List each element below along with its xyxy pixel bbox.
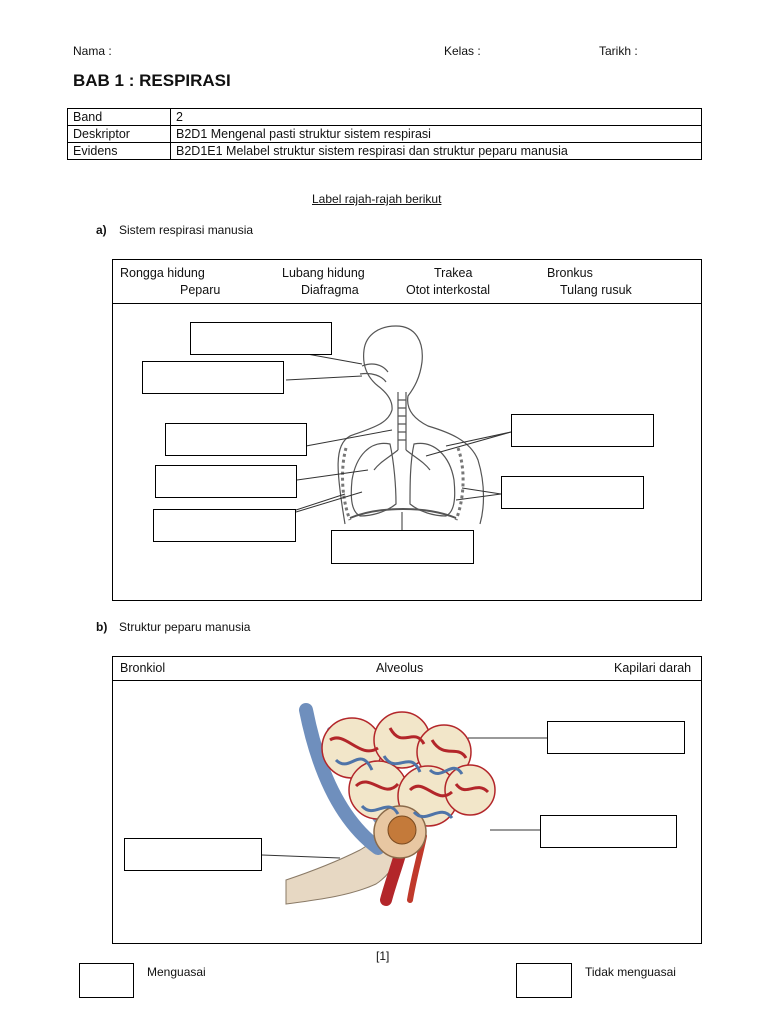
table-row	[68, 143, 702, 160]
section-b-frame	[112, 656, 702, 944]
word-bronkiol: Bronkiol	[120, 661, 166, 675]
mastered-label: Menguasai	[147, 965, 206, 979]
mastered-checkbox[interactable]	[79, 963, 134, 998]
answer-box[interactable]	[153, 509, 296, 542]
answer-box[interactable]	[155, 465, 297, 498]
info-table	[67, 108, 702, 160]
section-a-title: Sistem respirasi manusia	[119, 223, 254, 237]
not-mastered-label: Tidak menguasai	[585, 965, 676, 979]
word-tulang-rusuk: Tulang rusuk	[560, 283, 632, 297]
answer-box[interactable]	[124, 838, 262, 871]
divider	[113, 680, 701, 681]
answer-box[interactable]	[540, 815, 677, 848]
not-mastered-checkbox[interactable]	[516, 963, 572, 998]
tarikh-label: Tarikh :	[599, 44, 638, 58]
answer-box[interactable]	[547, 721, 685, 754]
word-peparu: Peparu	[180, 283, 221, 297]
table-cell-value: B2D1 Mengenal pasti struktur sistem respirasi	[171, 126, 702, 143]
table-row	[68, 126, 702, 143]
table-cell-value: B2D1E1 Melabel struktur sistem respirasi dan struktur peparu manusia	[171, 143, 702, 160]
answer-box[interactable]	[511, 414, 654, 447]
answer-box[interactable]	[142, 361, 284, 394]
table-row	[68, 109, 702, 126]
answer-box[interactable]	[165, 423, 307, 456]
word-kapilari-darah: Kapilari darah	[614, 661, 692, 675]
word-alveolus: Alveolus	[376, 661, 424, 675]
table-cell-value: 2	[171, 109, 702, 126]
table-cell-key: Evidens	[68, 143, 171, 160]
section-a-marker: a)	[96, 223, 107, 237]
answer-box[interactable]	[331, 530, 474, 564]
word-otot-interkostal: Otot interkostal	[406, 283, 491, 297]
word-rongga-hidung: Rongga hidung	[120, 266, 205, 280]
answer-box[interactable]	[190, 322, 332, 355]
chapter-title: BAB 1 : RESPIRASI	[73, 71, 231, 90]
section-b-marker: b)	[96, 620, 108, 634]
kelas-label: Kelas :	[444, 44, 481, 58]
instruction: Label rajah-rajah berikut	[312, 192, 442, 206]
divider	[113, 303, 701, 304]
section-b-title: Struktur peparu manusia	[119, 620, 251, 634]
nama-label: Nama :	[73, 44, 112, 58]
page-number: [1]	[376, 949, 390, 963]
table-cell-key: Band	[68, 109, 171, 126]
word-trakea: Trakea	[434, 266, 473, 280]
word-lubang-hidung: Lubang hidung	[282, 266, 365, 280]
word-bronkus: Bronkus	[547, 266, 593, 280]
word-diafragma: Diafragma	[301, 283, 359, 297]
answer-box[interactable]	[501, 476, 644, 509]
table-cell-key: Deskriptor	[68, 126, 171, 143]
